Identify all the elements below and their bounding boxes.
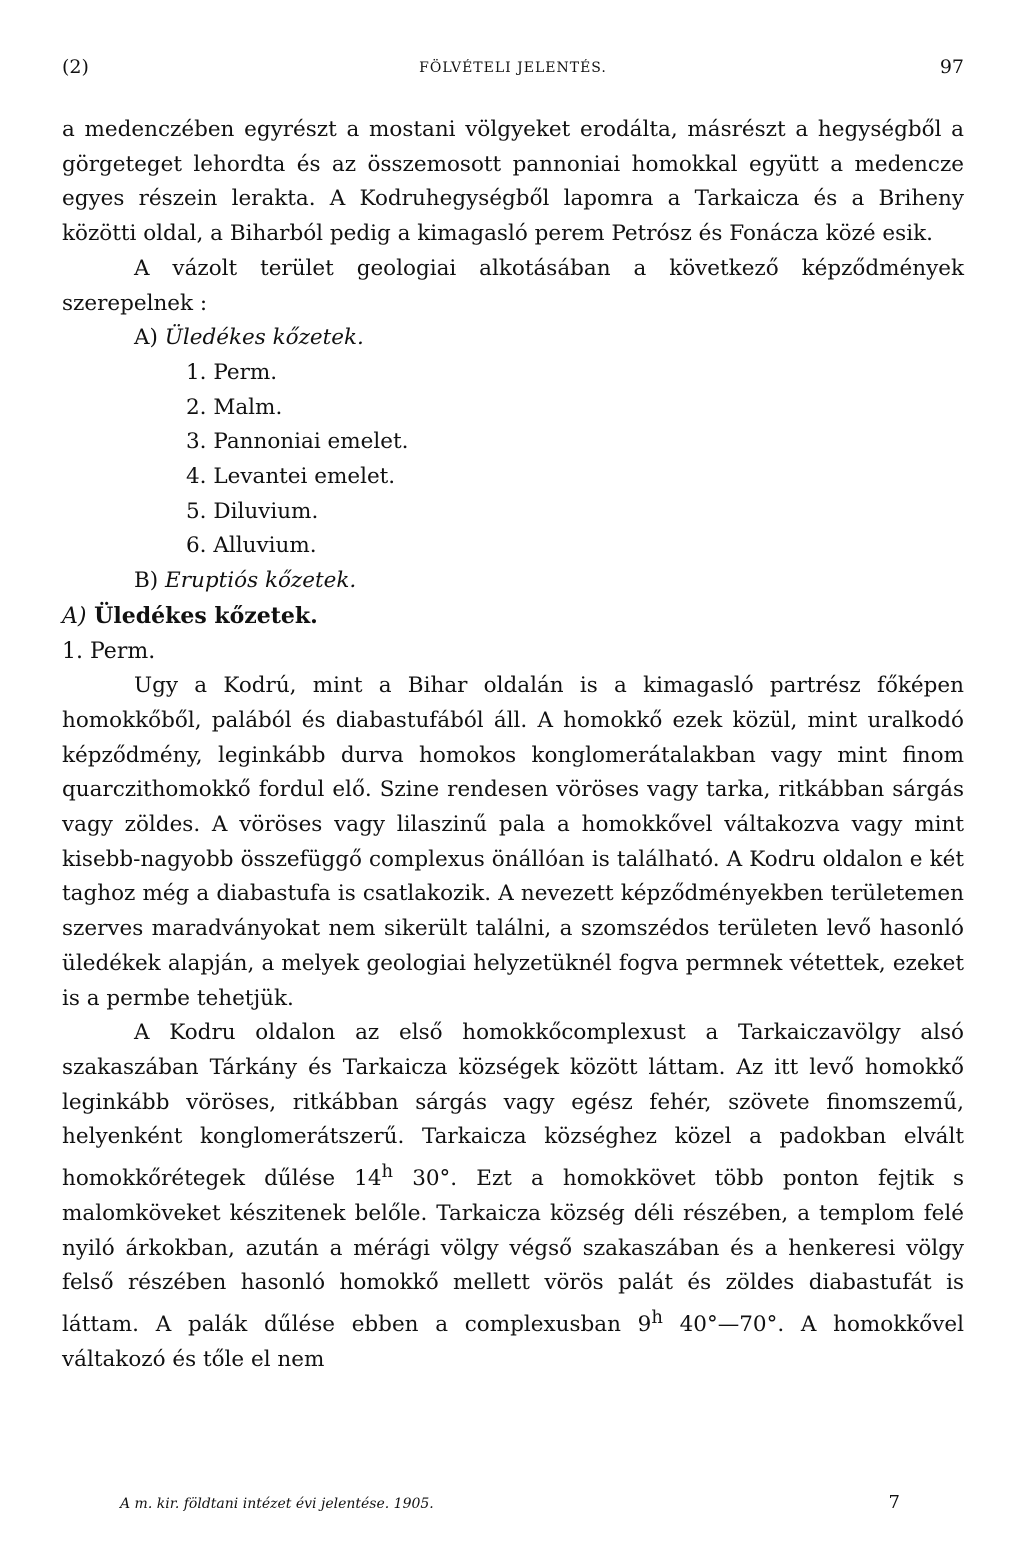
intro-paragraph-2: A vázolt terület geologiai alkotásában a következő képződmények szerepelnek : <box>62 255 964 316</box>
paragraph-text: 30°. Ezt a homokkövet több ponton fejtik s malomköveket készitenek belőle. Tarkaicza község déli részében, a templom felé nyiló árkokban, azután a mérági völgy végső szakaszában és a henkeresi völgy felső részében hasonló homokkő mellett vörös palát és zöldes diabastufát is láttam. A palák dűlése ebben a complexusban 9 <box>62 1166 965 1338</box>
list-item: 4. Levantei emelet. <box>186 464 396 490</box>
section-number: (2) <box>62 56 89 78</box>
list-item: 6. Alluvium. <box>186 533 317 559</box>
superscript-hour: h <box>381 1161 394 1183</box>
page-number: 97 <box>939 56 964 78</box>
section-heading-title: Üledékes kőzetek. <box>94 602 318 629</box>
page-body <box>62 113 964 1378</box>
list-b-label: B) <box>134 568 159 594</box>
list-item: 5. Diluvium. <box>186 498 319 524</box>
list-b-title: Eruptiós kőzetek. <box>165 568 357 594</box>
superscript-hour: h <box>651 1307 663 1329</box>
page-footer <box>120 1492 900 1513</box>
list-a-title: Üledékes kőzetek. <box>164 325 364 351</box>
paragraph-text: A Kodru oldalon az első homokkőcomplexust a Tarkaiczavölgy alsó szakaszában Tárkány és Tarkaicza községek között láttam. Az itt levő homokkő leginkább vöröses, ritkábban sárgás vagy egész fehér, szövete finomszemű, helyenként konglomerátszerű. Tarkaicza községhez közel a padokban elvált homokkőrétegek dűlése 14 <box>62 1020 964 1192</box>
page-header <box>62 56 964 86</box>
section-paragraph-1: Ugy a Kodrú, mint a Bihar oldalán is a kimagasló partrész főképen homokkőből, palából és diabastufából áll. A homokkő ezek közül, mint uralkodó képződmény, leginkább durva homokos konglomerátalakban vagy mint finom quarczithomokkő fordul elő. Szine rendesen vöröses vagy tarka, ritkábban sárgás vagy zöldes. A vöröses vagy lilaszinű pala a homokkővel váltakozva vagy mint kisebb-nagyobb összefüggő complexus önállóan is található. A Kodru oldalon e két taghoz még a diabastufa is csatlakozik. A nevezett képződményekben területemen szerves maradványokat nem sikerült találni, a szomszédos területen levő hasonló üledékek alapján, a melyek geologiai helyzetüknél fogva permnek vétettek, ezeket is a permbe tehetjük. <box>62 673 964 1011</box>
list-heading-a <box>62 321 964 356</box>
running-title: FÖLVÉTELI JELENTÉS. <box>419 60 607 76</box>
subsection-heading: 1. Perm. <box>62 638 156 664</box>
signature-mark: 7 <box>888 1492 900 1513</box>
list-heading-b <box>62 564 964 599</box>
list-a-label: A) <box>134 325 158 351</box>
section-heading <box>62 599 964 635</box>
list-item: 2. Malm. <box>186 394 283 420</box>
footer-publication: A m. kir. földtani intézet évi jelentése. 1905. <box>120 1496 434 1512</box>
intro-paragraph-1: a medenczében egyrészt a mostani völgyeket erodálta, másrészt a hegységből a görgeteget lehordta és az összemosott pannoniai homokkal együtt a medencze egyes részein lerakta. A Kodruhegységből lapomra a Tarkaicza és a Briheny közötti oldal, a Biharból pedig a kimagasló perem Petrósz és Fonácza közé esik. <box>62 117 964 247</box>
list-item: 1. Perm. <box>186 359 278 385</box>
paragraph-text: 40°—70°. A homokkővel váltakozó és tőle el nem <box>62 1312 964 1372</box>
section-paragraph-2 <box>62 1016 964 1377</box>
list-item: 3. Pannoniai emelet. <box>186 429 409 455</box>
section-heading-label: A) <box>62 603 87 629</box>
